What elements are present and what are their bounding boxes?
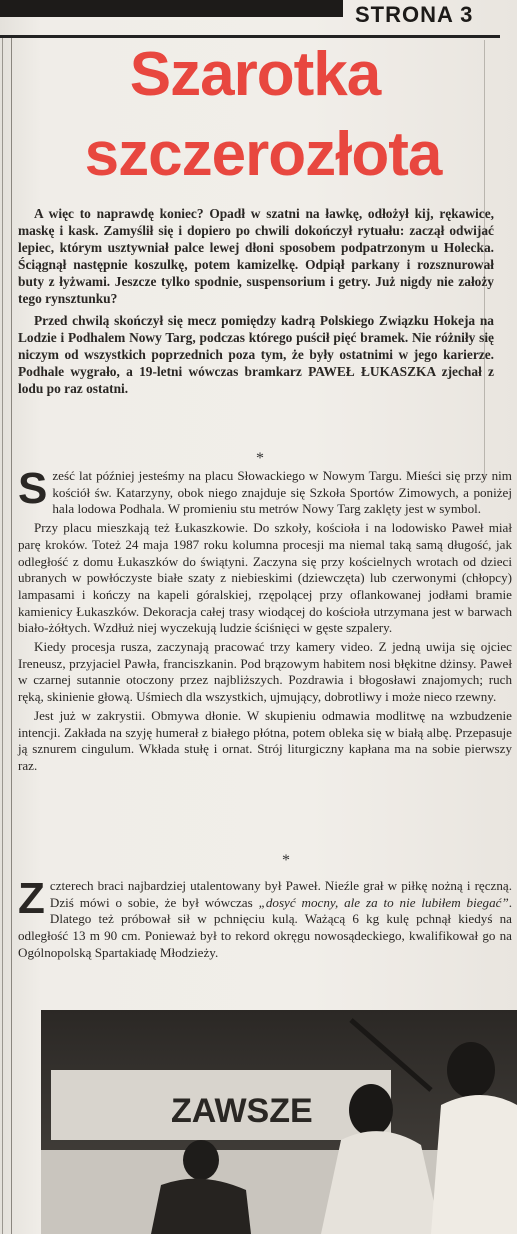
body-paragraph: ześć lat później jesteśmy na placu Słowackiego w Nowym Targu. Mieści się przy nim kościół św. Katarzyny, obok niego znajduje się Szkoła Sportów Zimowych, a poniżej hala lodowa Podhala. W promieniu stu metrów Nowy Targ zaklęty jest w symbol. — [52, 468, 512, 517]
top-black-bar — [0, 0, 343, 17]
body-text: . Dlatego też próbował sił w pchnięciu kulą. Ważącą 6 kg kulę pchnął kiedyś na odległość 13 m 90 cm. Ponieważ był to rekord okręgu nowosądeckiego, kwalifikował go na Ogólnopolską Spartakiadę Młodzieży. — [18, 894, 513, 960]
body-paragraph: Kiedy procesja rusza, zaczynają pracować trzy kamery video. Z jedną uwija się ojciec Ireneusz, przyjaciel Pawła, franciszkanin. Pod brązowym habitem nosi błękitne dżinsy. Paweł w czarnej sutannie otoczony przez najbliższych. Pozdrawia i błogosławi znajomych; ruch ręką, skinienie głową. Uśmiech dla wszystkich, ujmujący, dobrotliwy i może nieco rzewny. — [18, 639, 512, 705]
page-number-header: STRONA 3 — [355, 2, 474, 27]
section-separator: * — [282, 852, 290, 869]
drop-cap: Z — [18, 874, 45, 923]
headline-line-1: Szarotka — [129, 40, 381, 109]
body-paragraph: Przy placu mieszkają też Łukaszkowie. Do szkoły, kościoła i na lodowisko Paweł miał parę kroków. Toteż 24 maja 1987 roku kolumna procesji ma niemal taką samą długość, jak odległość z domu Łukaszków do świątyni. Zaczyna się przy kościelnych wrotach od dzieci ubranych w powłóczyste białe szaty z niebieskimi (dziewczęta) lub czerwonymi (chłopcy) lampasami i kończy na kapeli góralskiej, rzępolącej przy oflankowanej jodłami bramie kamienicy Łukaszków. Dekoracja całej trasy wiodącej do kościoła utrzymana jest w barwach biało-żółtych. Wzdłuż niej wyczekują ludzie ściśnięci w gęste szpalery. — [18, 520, 512, 636]
hockey-photo — [41, 1010, 517, 1234]
lead-paragraph: Przed chwilą skończył się mecz pomiędzy kadrą Polskiego Związku Hokeja na Lodzie i Podhalem Nowy Targ, podczas którego puścił pięć bramek. Nie różniły się niczym od wszystkich poprzednich poza tym, że były ostatnimi w jego karierze. Podhale wygrało, a 19-letni wówczas bramkarz PAWEŁ ŁUKASZKA zjechał z lodu po raz ostatni. — [18, 313, 494, 396]
body-paragraph: Jest już w zakrystii. Obmywa dłonie. W skupieniu odmawia modlitwę na wzbudzenie intencji. Zakłada na szyję humerał z białego płótna, potem obleka się w białą albę. Przepasuje ją sznurem cingulum. Wkłada stułę i ornat. Strój liturgiczny kapłana ma na sobie pierwszy raz. — [18, 707, 512, 773]
banner-text: ZAWSZE — [171, 1092, 313, 1130]
section-separator: * — [256, 450, 264, 467]
body-text: czterech braci najbardziej utalentowany był Paweł. Nieźle grał w piłkę nożną i ręczną. Dziś mówi o sobie, że był wówczas — [49, 878, 512, 910]
column-rule — [11, 38, 12, 1234]
drop-cap: S — [18, 464, 48, 513]
quote: „dosyć mocny, ale za to nie lubiłem biegać” — [258, 894, 509, 910]
section-2-body — [18, 464, 512, 775]
section-3-body — [18, 874, 513, 962]
photo-illustration — [41, 1010, 517, 1234]
lead-paragraphs — [18, 205, 494, 397]
headline-line-2: szczerozłota — [84, 120, 442, 189]
header-rule — [0, 35, 500, 38]
lead-paragraph: A więc to naprawdę koniec? Opadł w szatni na ławkę, odłożył kij, rękawice, maskę i kask. Zamyślił się i dopiero po chwili dokończył rytuału: zaczął odwijać lepiec, którym usztywniał palce lewej dłoni sposobem podpatrzonym u Holecka. Ściągnął następnie koszulkę, potem kamizelkę. Odpiął parkany i rozsznurował buty z łyżwami. Jeszcze tylko spodnie, suspensorium i getry. Już nigdy nie założy tego rynsztunku? — [18, 206, 494, 306]
column-rule-outer — [2, 38, 3, 1234]
